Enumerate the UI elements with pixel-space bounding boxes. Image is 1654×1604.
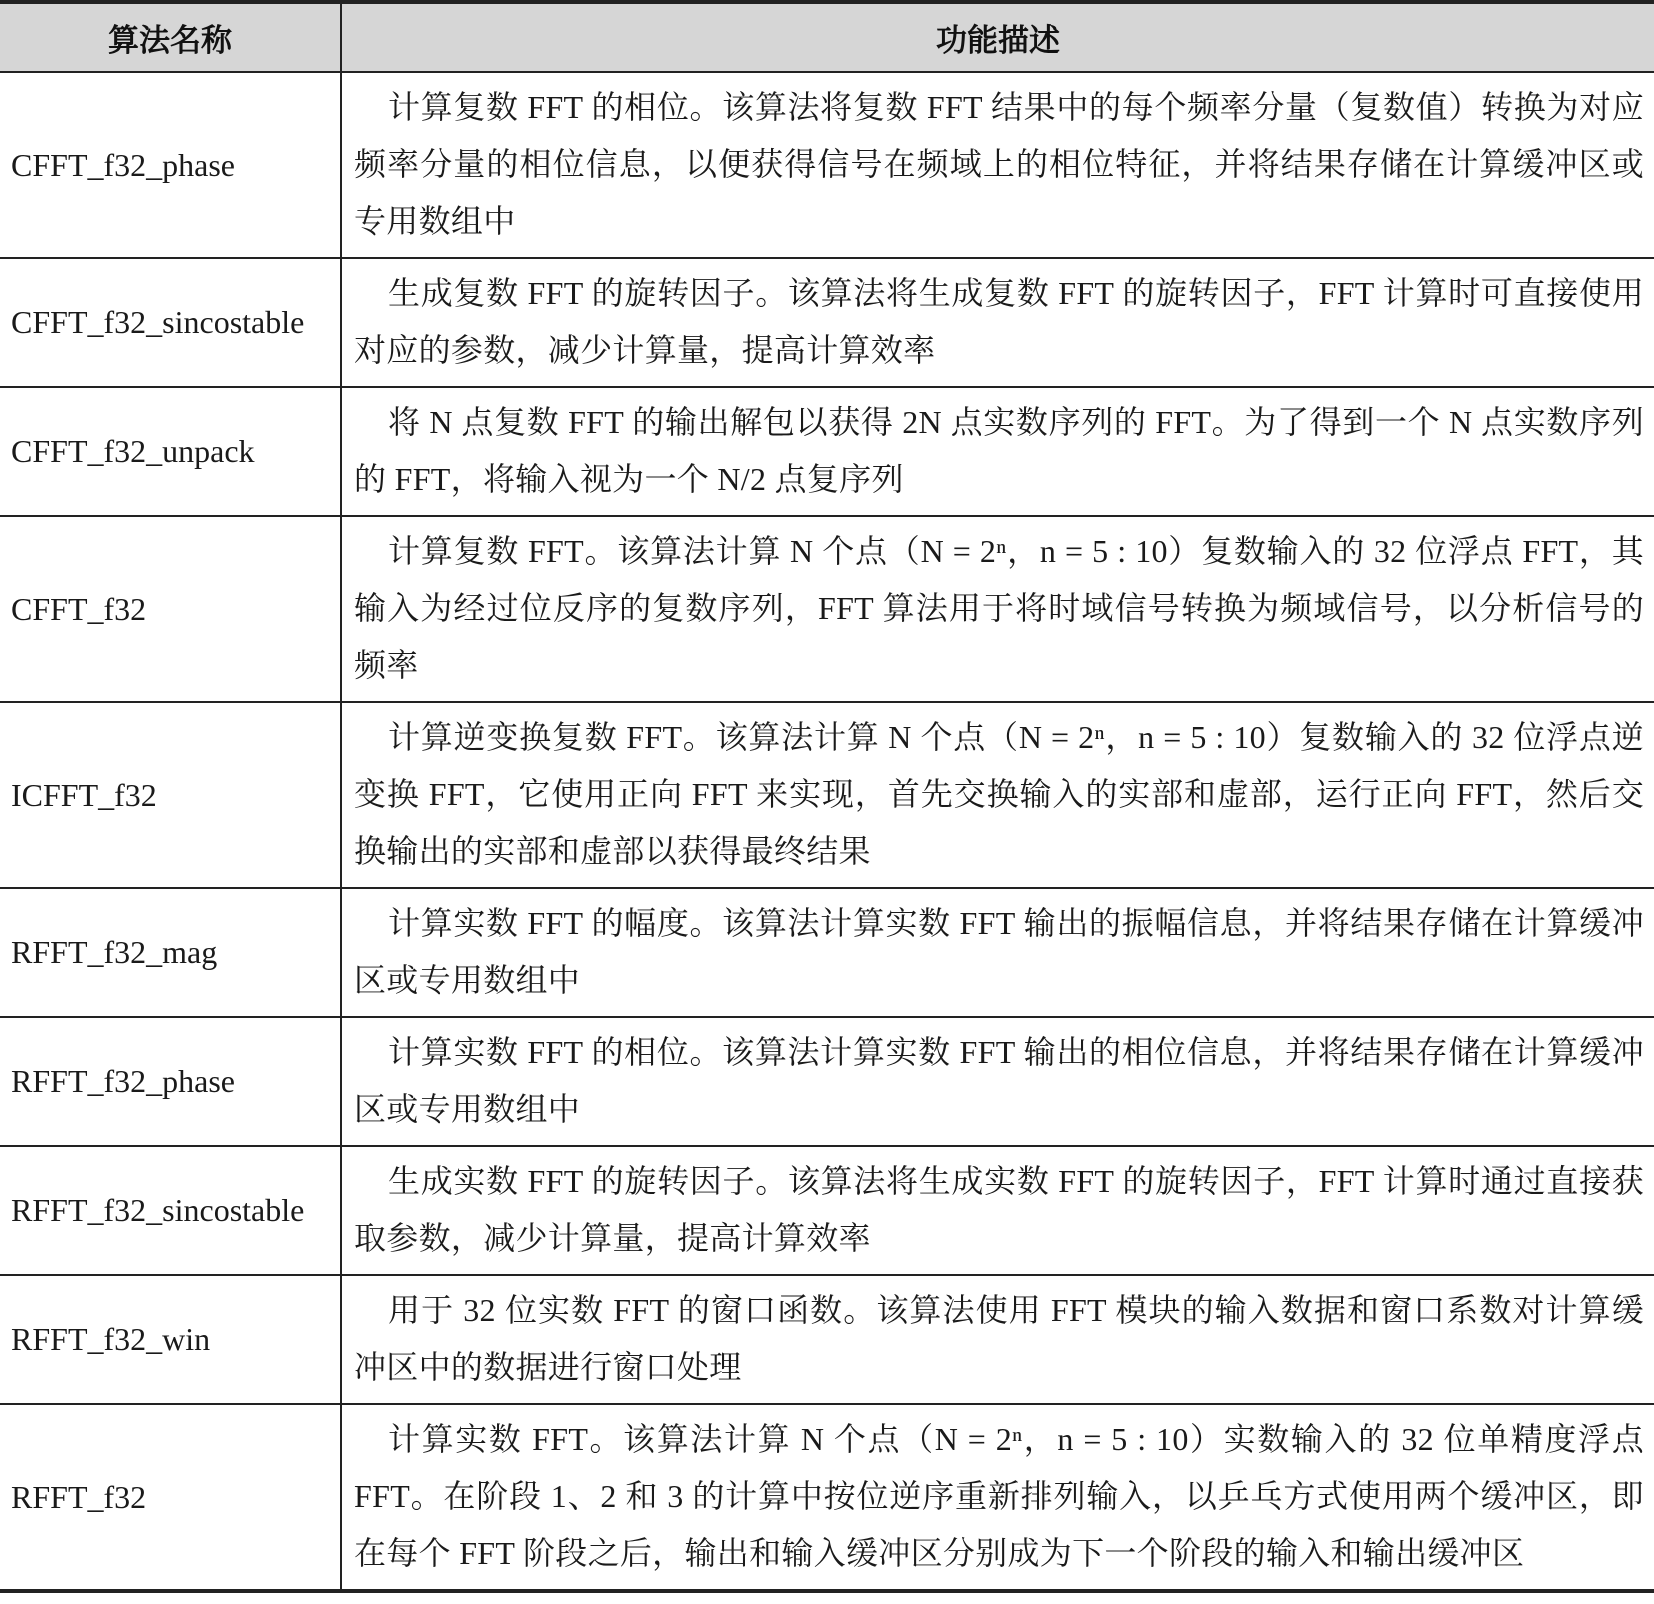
algorithm-name-cell: RFFT_f32_mag xyxy=(0,888,341,1017)
table-row xyxy=(0,1404,1654,1591)
description-cell: 计算实数 FFT 的相位。该算法计算实数 FFT 输出的相位信息，并将结果存储在计算缓冲区或专用数组中 xyxy=(341,1017,1654,1146)
algorithm-table xyxy=(0,4,1654,1593)
description-cell: 计算逆变换复数 FFT。该算法计算 N 个点（N = 2ⁿ，n = 5 : 10）复数输入的 32 位浮点逆变换 FFT，它使用正向 FFT 来实现，首先交换输入的实部和虚部，运行正向 FFT，然后交换输出的实部和虚部以获得最终结果 xyxy=(341,702,1654,888)
algorithm-name-cell: RFFT_f32 xyxy=(0,1404,341,1591)
algorithm-name-cell: RFFT_f32_sincostable xyxy=(0,1146,341,1275)
algorithm-name-cell: CFFT_f32_phase xyxy=(0,72,341,258)
algorithm-name-cell: ICFFT_f32 xyxy=(0,702,341,888)
algorithm-name-cell: CFFT_f32_unpack xyxy=(0,387,341,516)
table-row xyxy=(0,1146,1654,1275)
algorithm-name-cell: CFFT_f32_sincostable xyxy=(0,258,341,387)
algorithm-name-cell: CFFT_f32 xyxy=(0,516,341,702)
description-cell: 用于 32 位实数 FFT 的窗口函数。该算法使用 FFT 模块的输入数据和窗口系数对计算缓冲区中的数据进行窗口处理 xyxy=(341,1275,1654,1404)
algorithm-name-cell: RFFT_f32_phase xyxy=(0,1017,341,1146)
table-row xyxy=(0,1275,1654,1404)
header-algorithm-name: 算法名称 xyxy=(0,4,341,72)
table-row xyxy=(0,888,1654,1017)
table-header-row xyxy=(0,4,1654,72)
description-cell: 计算复数 FFT 的相位。该算法将复数 FFT 结果中的每个频率分量（复数值）转换为对应频率分量的相位信息，以便获得信号在频域上的相位特征，并将结果存储在计算缓冲区或专用数组中 xyxy=(341,72,1654,258)
table-row xyxy=(0,387,1654,516)
table-row xyxy=(0,702,1654,888)
description-cell: 计算实数 FFT。该算法计算 N 个点（N = 2ⁿ，n = 5 : 10）实数输入的 32 位单精度浮点 FFT。在阶段 1、2 和 3 的计算中按位逆序重新排列输入，以乒乓方式使用两个缓冲区，即在每个 FFT 阶段之后，输出和输入缓冲区分别成为下一个阶段的输入和输出缓冲区 xyxy=(341,1404,1654,1591)
description-cell: 计算实数 FFT 的幅度。该算法计算实数 FFT 输出的振幅信息，并将结果存储在计算缓冲区或专用数组中 xyxy=(341,888,1654,1017)
description-cell: 生成实数 FFT 的旋转因子。该算法将生成实数 FFT 的旋转因子，FFT 计算时通过直接获取参数，减少计算量，提高计算效率 xyxy=(341,1146,1654,1275)
table-row xyxy=(0,258,1654,387)
table-row xyxy=(0,72,1654,258)
header-function-description: 功能描述 xyxy=(341,4,1654,72)
table-row xyxy=(0,516,1654,702)
description-cell: 将 N 点复数 FFT 的输出解包以获得 2N 点实数序列的 FFT。为了得到一个 N 点实数序列的 FFT，将输入视为一个 N/2 点复序列 xyxy=(341,387,1654,516)
description-cell: 生成复数 FFT 的旋转因子。该算法将生成复数 FFT 的旋转因子，FFT 计算时可直接使用对应的参数，减少计算量，提高计算效率 xyxy=(341,258,1654,387)
algorithm-name-cell: RFFT_f32_win xyxy=(0,1275,341,1404)
description-cell: 计算复数 FFT。该算法计算 N 个点（N = 2ⁿ，n = 5 : 10）复数输入的 32 位浮点 FFT，其输入为经过位反序的复数序列，FFT 算法用于将时域信号转换为频域信号，以分析信号的频率 xyxy=(341,516,1654,702)
table-row xyxy=(0,1017,1654,1146)
